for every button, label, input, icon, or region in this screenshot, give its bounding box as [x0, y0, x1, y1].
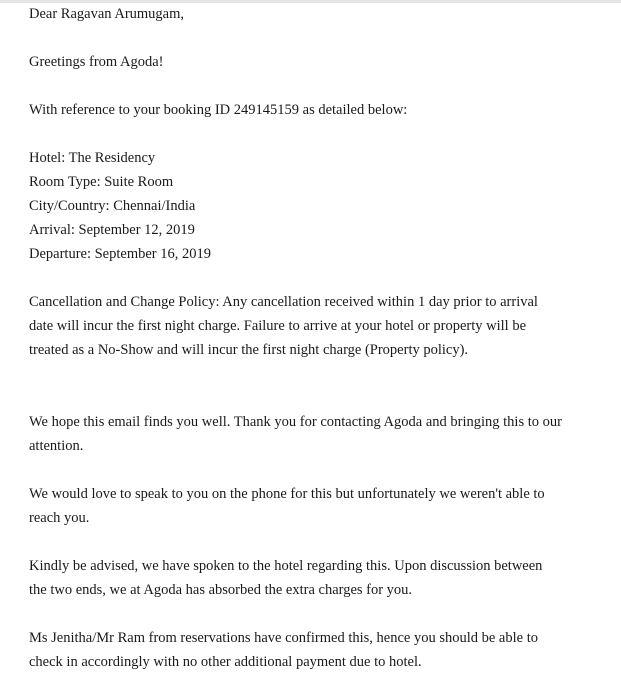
paragraph-line: We hope this email finds you well. Thank you for contacting Agoda and bringing this to our: [29, 414, 562, 430]
spacer: [29, 458, 621, 482]
spacer: [29, 74, 621, 98]
hotel-line: Hotel: The Residency: [29, 150, 156, 166]
policy-line: date will incur the first night charge. Failure to arrive at your hotel or property will be: [29, 318, 527, 334]
spacer: [29, 26, 621, 50]
spacer: [29, 602, 621, 626]
spacer: [29, 266, 621, 290]
greeting: Greetings from Agoda!: [29, 54, 164, 70]
paragraph-line: Ms Jenitha/Mr Ram from reservations have confirmed this, hence you should be able to: [29, 630, 538, 646]
paragraph-line: Kindly be advised, we have spoken to the hotel regarding this. Upon discussion between: [29, 558, 543, 574]
spacer: [29, 122, 621, 146]
paragraph-line: check in accordingly with no other additional payment due to hotel.: [29, 654, 422, 670]
room-type-line: Room Type: Suite Room: [29, 174, 174, 190]
city-country-line: City/Country: Chennai/India: [29, 198, 196, 214]
paragraph-confirmed: [29, 626, 621, 674]
paragraph-line: We would love to speak to you on the phone for this but unfortunately we weren't able to: [29, 486, 545, 502]
paragraph-hope-well: [29, 410, 621, 458]
spacer: [29, 530, 621, 554]
email-body: [29, 2, 621, 674]
arrival-line: Arrival: September 12, 2019: [29, 222, 195, 238]
booking-reference: With reference to your booking ID 249145159 as detailed below:: [29, 102, 408, 118]
spacer: [29, 362, 621, 410]
departure-line: Departure: September 16, 2019: [29, 246, 212, 262]
policy-line: Cancellation and Change Policy: Any cancellation received within 1 day prior to arrival: [29, 294, 538, 310]
cancellation-policy: [29, 290, 621, 362]
paragraph-line: reach you.: [29, 510, 90, 526]
paragraph-phone: [29, 482, 621, 530]
booking-details: [29, 146, 621, 266]
paragraph-line: the two ends, we at Agoda has absorbed the extra charges for you.: [29, 582, 413, 598]
paragraph-advised: [29, 554, 621, 602]
policy-line: treated as a No-Show and will incur the first night charge (Property policy).: [29, 342, 469, 358]
paragraph-line: attention.: [29, 438, 84, 454]
salutation: Dear Ragavan Arumugam,: [29, 6, 185, 22]
